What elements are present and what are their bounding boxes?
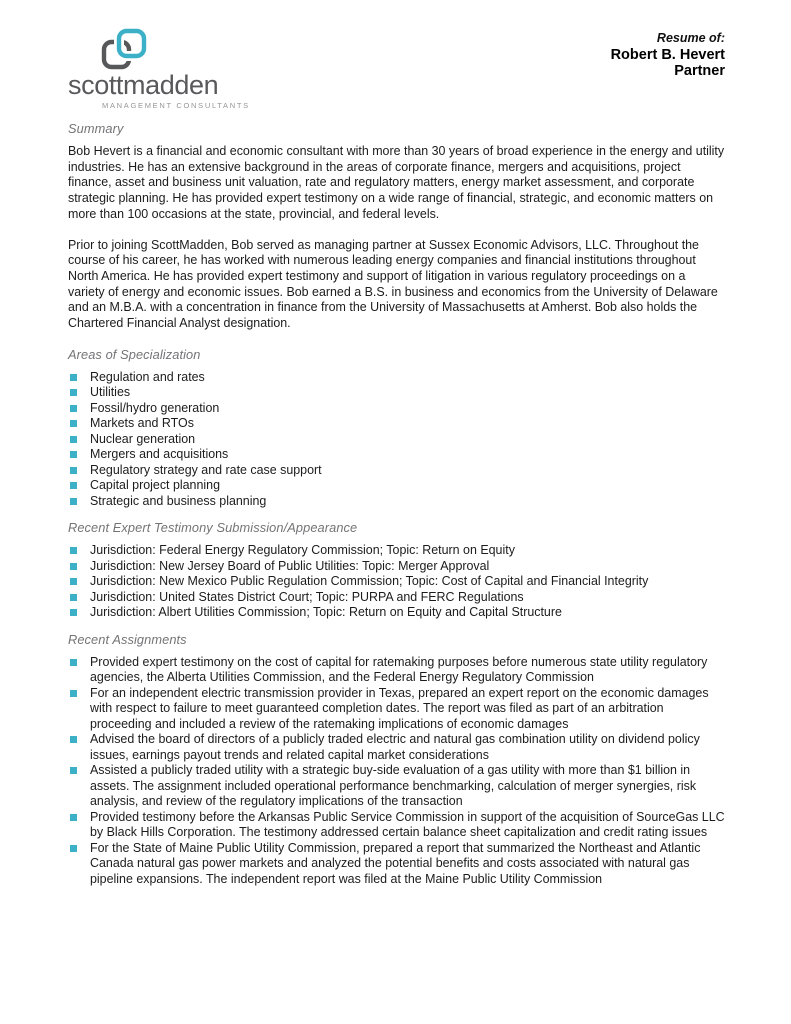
list-item xyxy=(68,841,725,888)
bullet-square-icon xyxy=(70,482,77,489)
list-item xyxy=(68,543,725,559)
logo-tagline-text: MANAGEMENT CONSULTANTS xyxy=(102,101,250,110)
bullet-square-icon xyxy=(70,451,77,458)
list-item xyxy=(68,385,725,401)
list-item xyxy=(68,763,725,810)
assignments-list xyxy=(68,655,725,888)
bullet-square-icon xyxy=(70,467,77,474)
section-heading-assignments: Recent Assignments xyxy=(68,631,187,647)
bullet-square-icon xyxy=(70,374,77,381)
list-item xyxy=(68,370,725,386)
bullet-square-icon xyxy=(70,405,77,412)
list-item-text: Markets and RTOs xyxy=(90,416,194,431)
bullet-square-icon xyxy=(70,845,77,852)
bullet-square-icon xyxy=(70,563,77,570)
person-title: Partner xyxy=(674,63,725,79)
list-item xyxy=(68,494,725,510)
list-item xyxy=(68,574,725,590)
bullet-square-icon xyxy=(70,389,77,396)
list-item-text: Mergers and acquisitions xyxy=(90,447,229,462)
list-item-text: Jurisdiction: Federal Energy Regulatory Commission; Topic: Return on Equity xyxy=(90,543,515,558)
logo-squares-icon xyxy=(100,28,298,72)
list-item-text: Jurisdiction: United States District Court; Topic: PURPA and FERC Regulations xyxy=(90,589,524,604)
list-item xyxy=(68,732,725,763)
summary-paragraph: Prior to joining ScottMadden, Bob served as managing partner at Sussex Economic Advisors, LLC. Throughout the course of his career, he has worked with numerous leading energy companies and financial institutions throughout North America. He has provided expert testimony and support of litigation in various regulatory proceedings on a variety of energy and economic issues. Bob earned a B.S. in business and economics from the University of Delaware and an M.B.A. with a concentration in finance from the University of Massachusetts at Amherst. Bob also holds the Chartered Financial Analyst designation. xyxy=(68,237,718,331)
testimony-list xyxy=(68,543,725,621)
bullet-square-icon xyxy=(70,736,77,743)
list-item xyxy=(68,810,725,841)
resume-meta xyxy=(611,28,725,80)
list-item xyxy=(68,478,725,494)
section-heading-testimony: Recent Expert Testimony Submission/Appearance xyxy=(68,520,358,536)
bullet-square-icon xyxy=(70,547,77,554)
list-item xyxy=(68,655,725,686)
list-item-text: Regulation and rates xyxy=(90,369,205,384)
bullet-square-icon xyxy=(70,609,77,616)
list-item-text: Utilities xyxy=(90,385,131,400)
bullet-square-icon xyxy=(70,690,77,697)
section-heading-summary: Summary xyxy=(68,121,124,136)
section-heading-specialization: Areas of Specialization xyxy=(68,346,201,362)
resume-of-label: Resume of: xyxy=(656,31,725,45)
list-item xyxy=(68,401,725,417)
list-item-text: Jurisdiction: New Jersey Board of Public Utilities: Topic: Merger Approval xyxy=(90,558,490,573)
summary-paragraph: Bob Hevert is a financial and economic consultant with more than 30 years of broad experience in the energy and utility industries. He has an extensive background in the areas of corporate finance, mergers and acquisitions, project finance, asset and business unit valuation, rate and regulatory matters, energy market assessment, and corporate strategic planning. He has provided expert testimony on a wide range of financial, strategic, and economic matters on more than 100 occasions at the state, provincial, and federal levels. xyxy=(68,144,725,221)
list-item-text: Provided expert testimony on the cost of capital for ratemaking purposes before numerous state utility regulatory agencies, the Alberta Utilities Commission, and the Federal Energy Regulatory Commission xyxy=(90,654,708,685)
bullet-square-icon xyxy=(70,436,77,443)
person-name: Robert B. Hevert xyxy=(610,46,725,63)
list-item-text: Jurisdiction: Albert Utilities Commission; Topic: Return on Equity and Capital Structure xyxy=(90,605,562,620)
list-item-text: Fossil/hydro generation xyxy=(90,400,220,415)
list-item-text: Advised the board of directors of a publicly traded electric and natural gas combination utility on dividend policy issues, earnings payout trends and related capital market considerations xyxy=(90,732,700,762)
scottmadden-logo xyxy=(68,28,298,110)
resume-content xyxy=(68,121,725,887)
list-item xyxy=(68,447,725,463)
bullet-square-icon xyxy=(70,578,77,585)
list-item-text: For an independent electric transmission provider in Texas, prepared an expert report on the economic damages with respect to failure to meet guaranteed completion dates. The report was filed as part of an arbitration proceeding and included a review of the ratemaking implications of economic damages xyxy=(90,685,709,731)
list-item xyxy=(68,686,725,733)
list-item-text: Jurisdiction: New Mexico Public Regulation Commission; Topic: Cost of Capital and Financial Integrity xyxy=(90,574,649,589)
bullet-square-icon xyxy=(70,594,77,601)
list-item-text: For the State of Maine Public Utility Commission, prepared a report that summarized the Northeast and Atlantic Canada natural gas power markets and analyzed the potential benefits and costs associated with natural gas pipeline expansions. The independent report was filed at the Maine Public Utility Commission xyxy=(90,840,701,886)
list-item-text: Assisted a publicly traded utility with a strategic buy-side evaluation of a gas utility with more than $1 billion in assets. The assignment included operational performance benchmarking, calculation of merger synergies, risk analysis, and review of the regulatory implications of the transaction xyxy=(90,763,697,809)
bullet-square-icon xyxy=(70,420,77,427)
bullet-square-icon xyxy=(70,498,77,505)
logo-brand-text: scottmadden xyxy=(68,70,219,100)
list-item xyxy=(68,559,725,575)
list-item-text: Capital project planning xyxy=(90,478,220,493)
list-item-text: Strategic and business planning xyxy=(90,493,267,508)
bullet-square-icon xyxy=(70,814,77,821)
bullet-square-icon xyxy=(70,767,77,774)
page-header xyxy=(68,28,725,110)
list-item xyxy=(68,432,725,448)
list-item-text: Regulatory strategy and rate case support xyxy=(90,462,322,477)
list-item xyxy=(68,463,725,479)
bullet-square-icon xyxy=(70,659,77,666)
list-item xyxy=(68,590,725,606)
list-item xyxy=(68,605,725,621)
list-item xyxy=(68,416,725,432)
list-item-text: Provided testimony before the Arkansas Public Service Commission in support of the acquisition of SourceGas LLC by Black Hills Corporation. The testimony addressed certain balance sheet capitalization and credit rating issues xyxy=(90,809,725,840)
list-item-text: Nuclear generation xyxy=(90,431,196,446)
specialization-list xyxy=(68,370,725,510)
